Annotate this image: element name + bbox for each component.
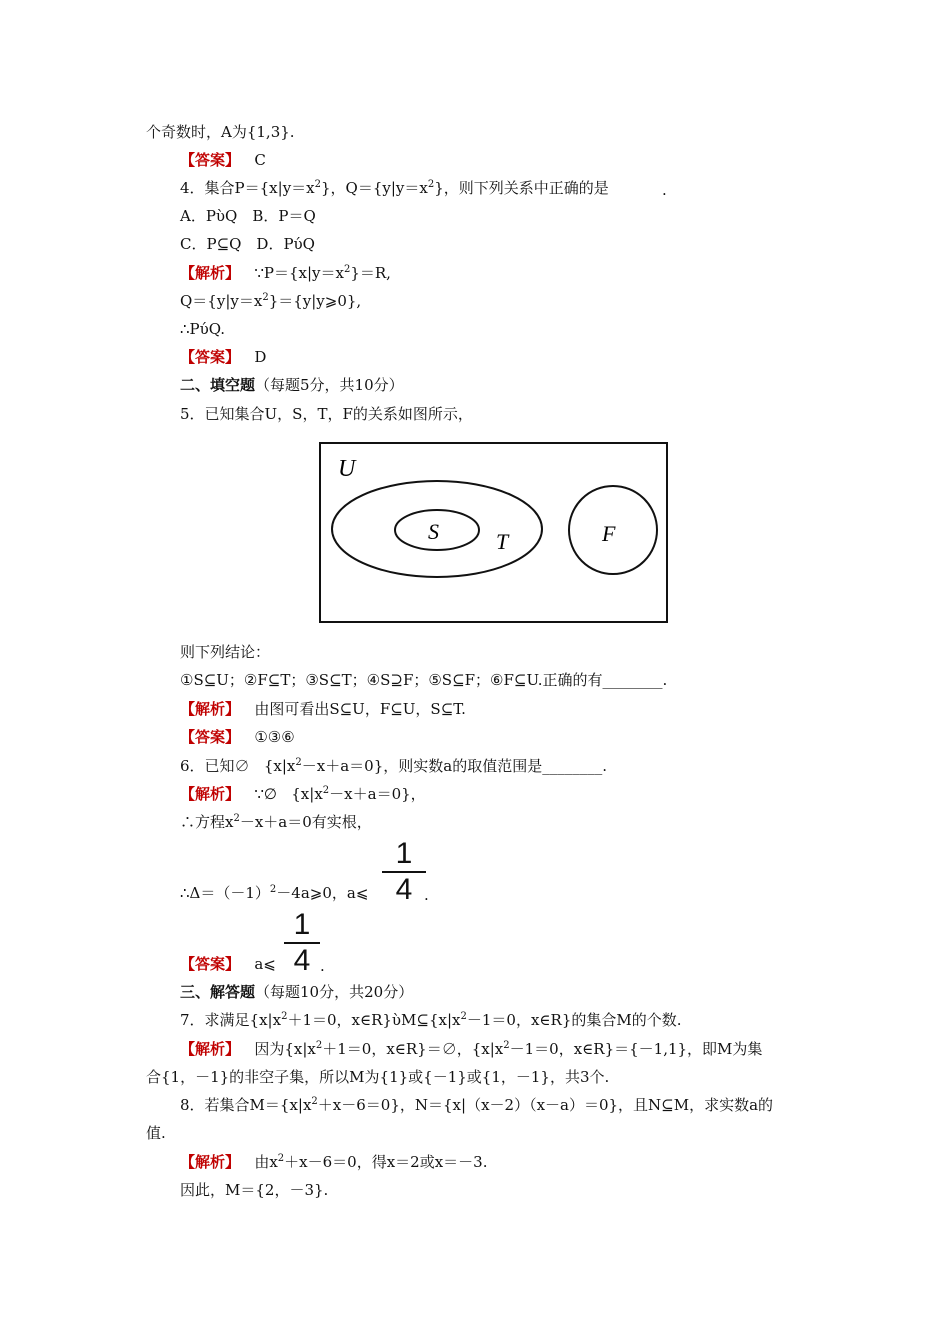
label-u: U bbox=[338, 456, 356, 482]
answer-tag: 【答案】 bbox=[180, 728, 241, 746]
venn-diagram bbox=[318, 441, 670, 625]
label-t: T bbox=[496, 529, 509, 554]
answer-line: 【答案】 D bbox=[180, 348, 267, 366]
options-line: C．P⊆Q D．PύQ bbox=[180, 235, 315, 253]
analysis-line: 【解析】 由图可看出S⊆U，F⊆U，S⊆T. bbox=[180, 700, 466, 718]
question-8: 8．若集合$M=\{x|x^2+x-6=0\}$，N＝{x|（x－2）（x－a）＝0}，且N⊆M，求实数a的 bbox=[180, 1096, 774, 1114]
analysis-tag: 【解析】 bbox=[180, 700, 241, 718]
section-heading: 三、解答题（每题10分，共20分） bbox=[180, 983, 414, 1001]
fraction-one-quarter: 1 4 bbox=[284, 909, 320, 977]
question-7: 7．求满足{$x|x^2+1=0$，$x\in R\}ὺM⊆\{x|x^2-1=0$，x∈R}的集合M的个数. bbox=[180, 1011, 682, 1029]
text-line: 个奇数时，A为{1,3}. bbox=[146, 123, 295, 141]
analysis-tag: 【解析】 bbox=[180, 1153, 241, 1171]
text-line: ①S⊆U；②F⊆T；③S⊆T；④S⊇F；⑤S⊆F；⑥F⊆U.正确的有________. bbox=[180, 671, 668, 689]
analysis-tag: 【解析】 bbox=[180, 785, 241, 803]
options-line: A．PὺQ B．P＝Q bbox=[180, 207, 316, 225]
analysis-line: 【解析】 ∵∅ $\{x|x^2-x+a=0\}$， bbox=[180, 785, 426, 803]
answer-line: 【答案】 ①③⑥ bbox=[180, 728, 295, 746]
question-4: 4．集合$P=\{x|y=x^2\}$，$Q=\{y|y=x^2\}$，则下列关系中正确的是 bbox=[180, 179, 609, 197]
answer-line: 【答案】 a⩽ bbox=[180, 955, 276, 973]
text-line: 值. bbox=[146, 1124, 166, 1142]
period: . bbox=[320, 957, 325, 975]
text-line: ∴PύQ. bbox=[180, 320, 226, 338]
answer-tag: 【答案】 bbox=[180, 151, 241, 169]
blank-dot: . bbox=[662, 181, 667, 199]
analysis-tag: 【解析】 bbox=[180, 1040, 241, 1058]
text-line: 合{1，－1}的非空子集，所以M为{1}或{－1}或{1，－1}，共3个. bbox=[146, 1068, 610, 1086]
answer-tag: 【答案】 bbox=[180, 348, 241, 366]
analysis-line: 【解析】 由$x^2+x-6=0$，得x＝2或x＝－3. bbox=[180, 1153, 488, 1171]
text-line: $Q=\{y|y=x^2\}=\{y|y⩾0\}$, bbox=[180, 292, 362, 310]
analysis-line: 【解析】 因为{$x|x^2+1=0$，x∈R}＝∅，{$x|x^2-1=0$，x∈R}＝{－1,1}，即M为集 bbox=[180, 1040, 763, 1058]
section-heading: 二、填空题（每题5分，共10分） bbox=[180, 376, 404, 394]
text-line: $\therefore\Delta=(-1)^2-4a⩾0$，a⩽ bbox=[180, 884, 369, 902]
period: . bbox=[424, 886, 429, 904]
question-5: 5．已知集合U，S，T，F的关系如图所示， bbox=[180, 405, 473, 423]
answer-line: 【答案】 C bbox=[180, 151, 266, 169]
label-f: F bbox=[602, 521, 616, 546]
analysis-tag: 【解析】 bbox=[180, 264, 241, 282]
fraction-one-quarter: 1 4 bbox=[382, 838, 426, 906]
text-line: 因此，M＝{2，－3}. bbox=[180, 1181, 329, 1199]
question-6: 6．已知∅ $\{x|x^2-x+a=0\}$，则实数a的取值范围是________. bbox=[180, 757, 607, 775]
text-line: ∴方程$x^2-x+a=0$有实根， bbox=[180, 813, 372, 831]
label-s: S bbox=[428, 519, 439, 544]
analysis-line: 【解析】 $\because P=\{x|y=x^2\}=R$, bbox=[180, 264, 391, 282]
answer-tag: 【答案】 bbox=[180, 955, 241, 973]
text-line: 则下列结论： bbox=[180, 643, 271, 661]
